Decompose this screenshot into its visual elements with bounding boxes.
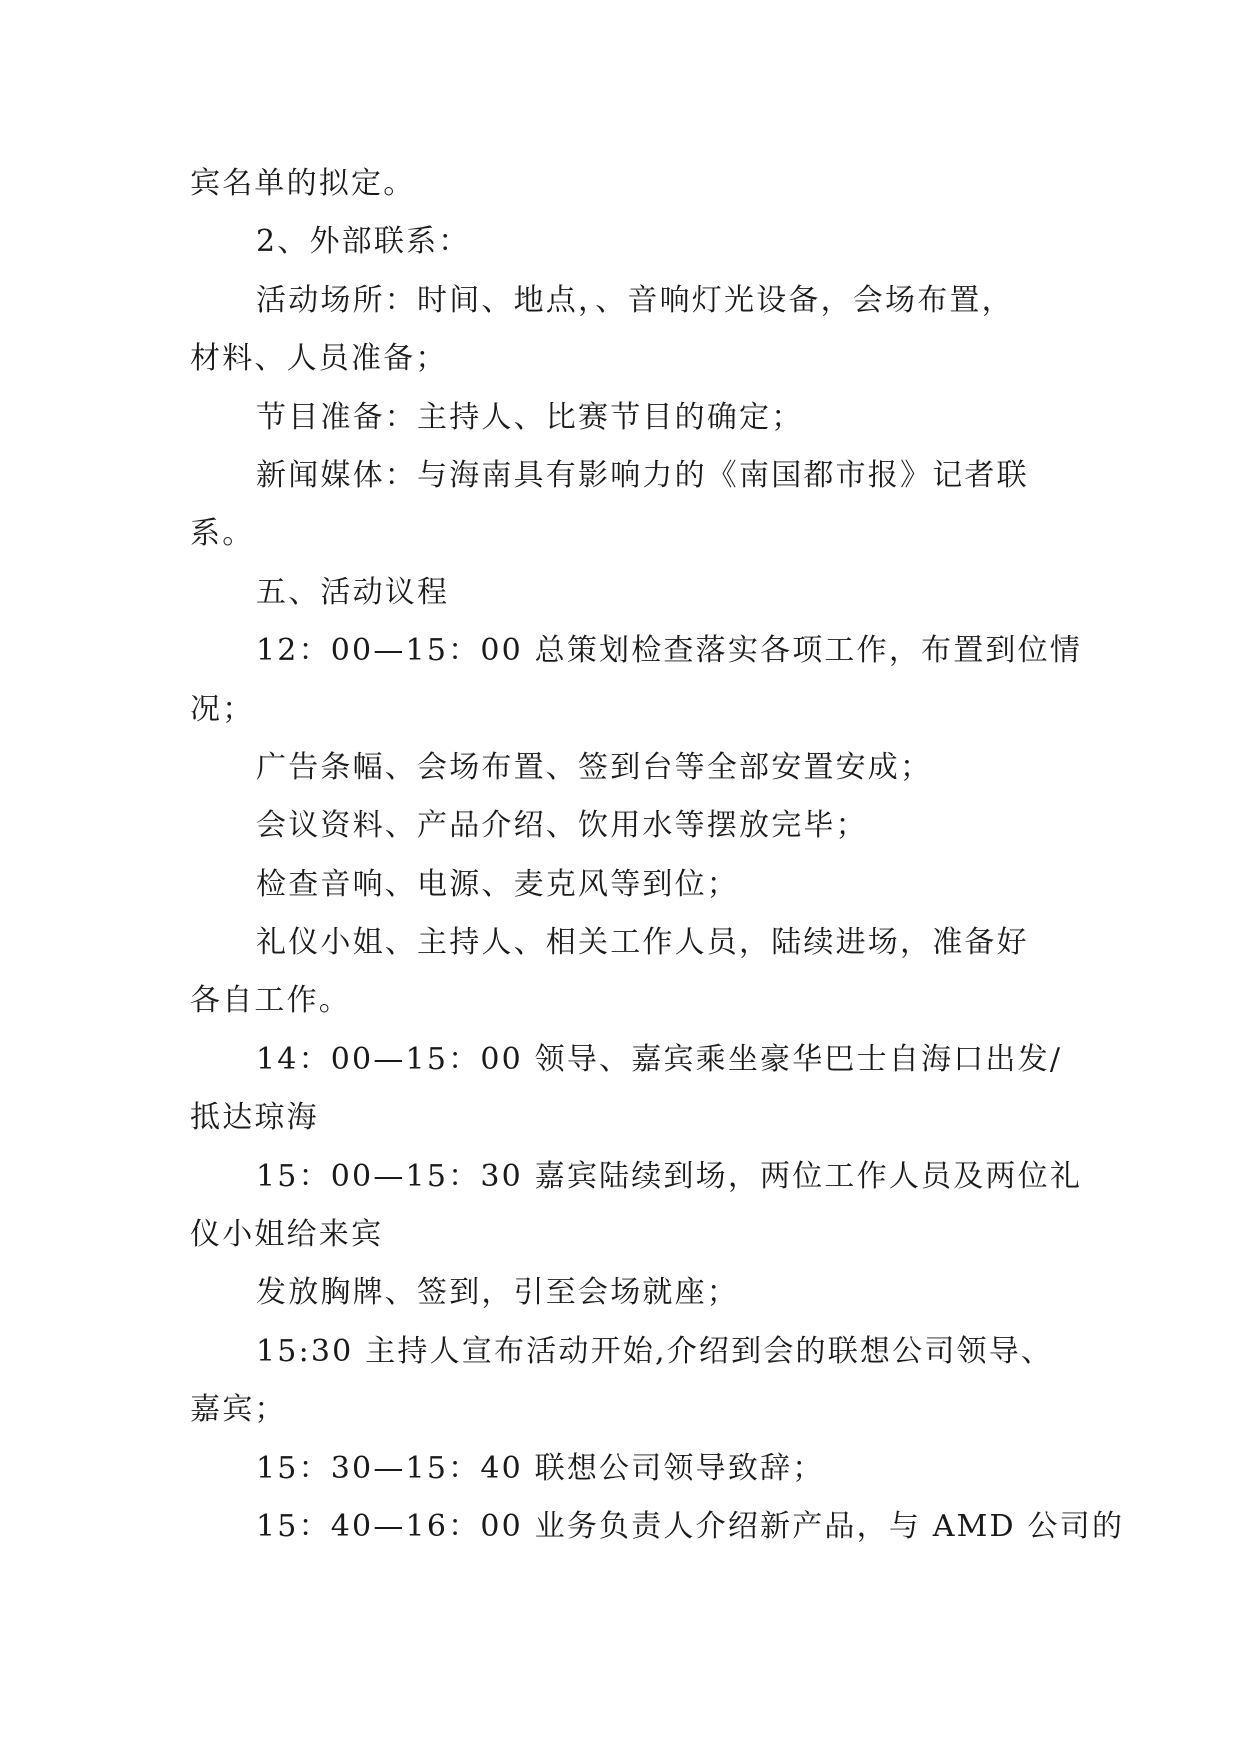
- text-line: 材料、人员准备；: [190, 341, 448, 377]
- text-line: 会议资料、产品介绍、饮用水等摆放完毕；: [256, 808, 868, 844]
- text-line: 15：30—15：40 联想公司领导致辞；: [256, 1450, 825, 1486]
- text-line: 14：00—15：00 领导、嘉宾乘坐豪华巴士自海口出发/: [256, 1041, 1063, 1077]
- text-line: 15：40—16：00 业务负责人介绍新产品，与 AMD 公司的: [256, 1508, 1125, 1544]
- text-line: 新闻媒体：与海南具有影响力的《南国都市报》记者联: [256, 457, 1029, 493]
- text-line: 抵达琼海: [190, 1100, 319, 1136]
- text-line: 嘉宾；: [190, 1392, 287, 1428]
- text-line: 2、外部联系：: [256, 224, 471, 260]
- text-line: 发放胸牌、签到，引至会场就座；: [256, 1275, 739, 1311]
- document-body: [190, 155, 1125, 1556]
- text-line: 检查音响、电源、麦克风等到位；: [256, 866, 739, 902]
- text-line: 15:30 主持人宣布活动开始,介绍到会的联想公司领导、: [256, 1333, 1054, 1369]
- text-line: 五、活动议程: [256, 574, 450, 610]
- text-line: 各自工作。: [190, 983, 351, 1019]
- text-line: 况；: [190, 691, 255, 727]
- text-line: 宾名单的拟定。: [190, 166, 416, 201]
- text-line: 礼仪小姐、主持人、相关工作人员，陆续进场，准备好: [256, 925, 1029, 961]
- text-line: 仪小姐给来宾: [190, 1217, 384, 1253]
- text-line: 系。: [190, 516, 255, 552]
- text-line: 节目准备：主持人、比赛节目的确定；: [256, 399, 804, 435]
- text-line: 12：00—15：00 总策划检查落实各项工作，布置到位情: [256, 633, 1083, 669]
- text-line: 15：00—15：30 嘉宾陆续到场，两位工作人员及两位礼: [256, 1158, 1083, 1194]
- text-line: 活动场所：时间、地点，、音响灯光设备，会场布置，: [256, 282, 1014, 318]
- text-line: 广告条幅、会场布置、签到台等全部安置安成；: [256, 749, 933, 785]
